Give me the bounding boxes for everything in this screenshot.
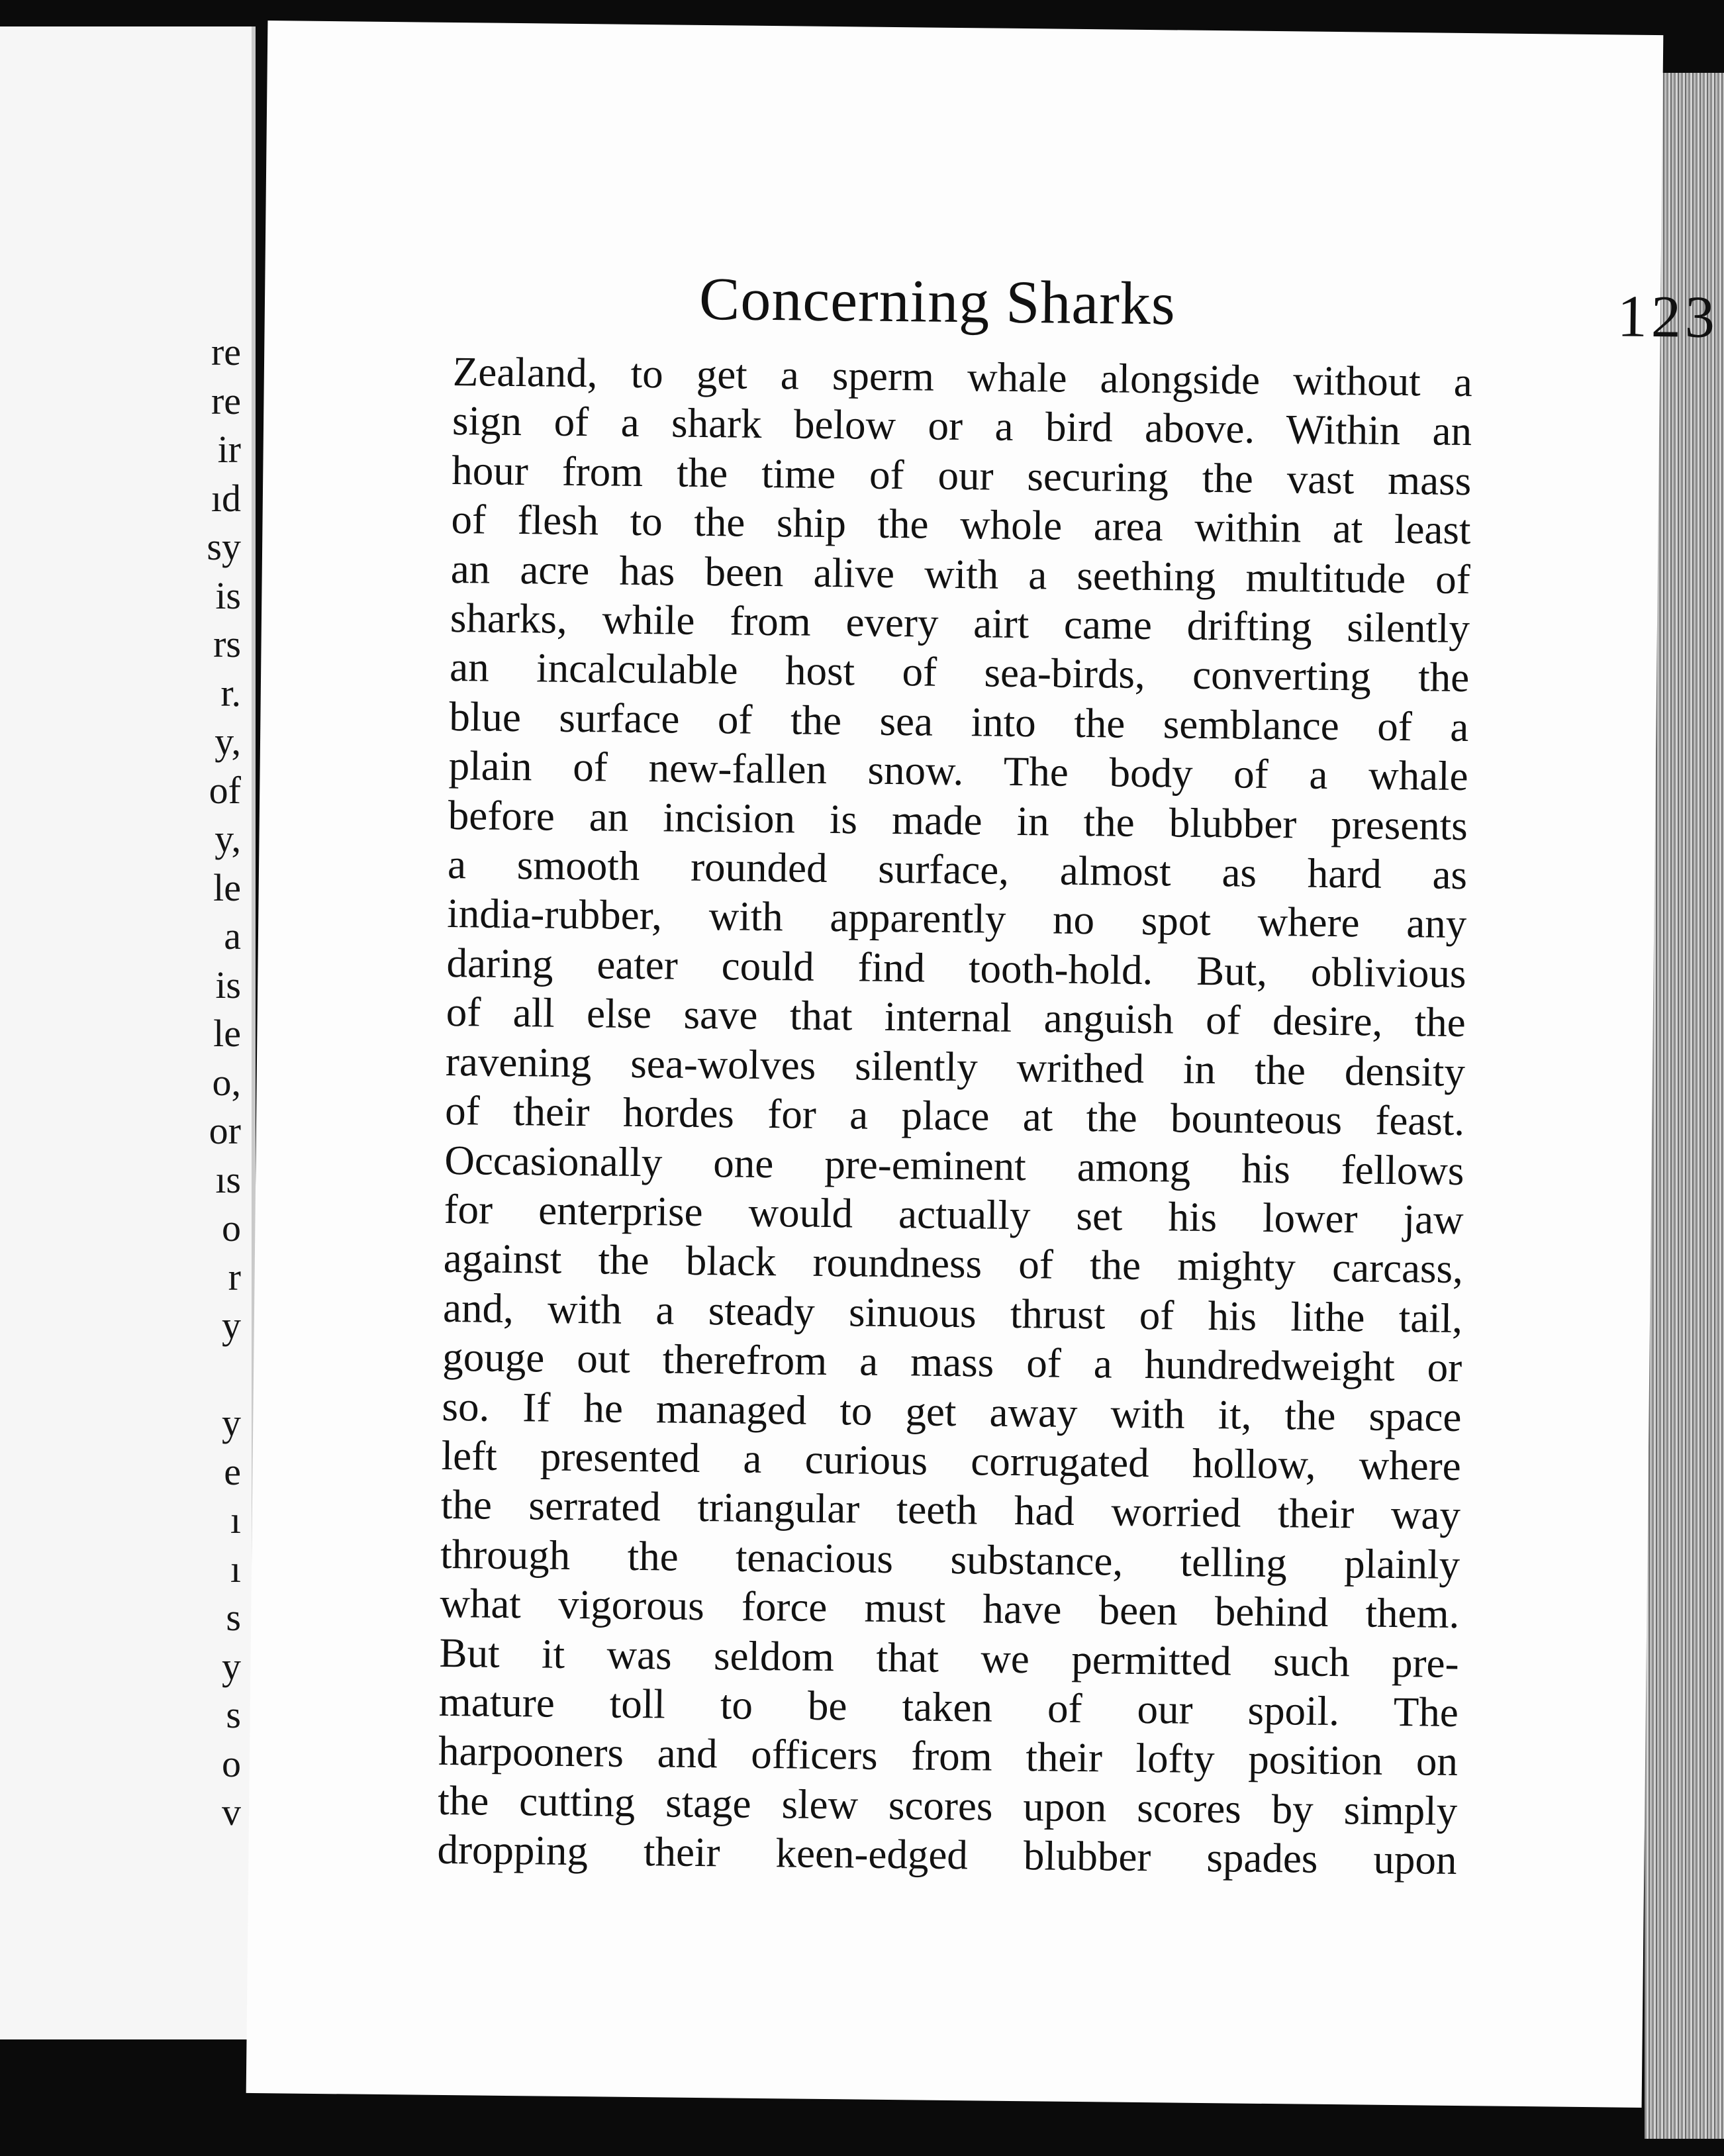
left-line-fragment: ıd xyxy=(211,476,241,520)
left-line-fragment: of xyxy=(209,768,241,812)
left-line-fragment xyxy=(207,1350,241,1399)
left-line-fragment: re xyxy=(211,330,241,373)
left-line-fragment: ı xyxy=(230,1498,241,1542)
page-title: Concerning Sharks xyxy=(698,264,1176,338)
text-line: But it was seldom that we permitted such pre- xyxy=(439,1629,1459,1687)
text-line: for enterprise would actually set his lower jaw xyxy=(444,1185,1464,1243)
left-page-text-fragments xyxy=(207,328,241,1837)
text-line: a smooth rounded surface, almost as hard as xyxy=(447,841,1468,899)
left-line-fragment: or xyxy=(209,1109,241,1152)
left-line-fragment: o xyxy=(222,1741,241,1785)
left-line-fragment: ı xyxy=(230,1547,241,1591)
text-line: mature toll to be taken of our spoil. The xyxy=(438,1678,1459,1736)
left-line-fragment: v xyxy=(222,1790,241,1834)
text-line: and, with a steady sinuous thrust of his lithe tail, xyxy=(442,1284,1463,1342)
book-page xyxy=(246,21,1719,2108)
text-line: an acre has been alive with a seething multitude of xyxy=(450,545,1471,603)
left-line-fragment: y, xyxy=(215,817,241,860)
text-line: of flesh to the ship the whole area within at least xyxy=(451,496,1471,554)
text-line: Zealand, to get a sperm whale alongside without a xyxy=(452,348,1473,406)
text-line: so. If he managed to get away with it, the space xyxy=(442,1383,1462,1440)
text-line: the serrated triangular teeth had worried their way xyxy=(440,1481,1461,1539)
text-line: daring eater could find tooth-hold. But, oblivious xyxy=(446,939,1466,997)
text-line: plain of new-fallen snow. The body of a whale xyxy=(448,742,1468,800)
text-line: blue surface of the sea into the semblance of a xyxy=(449,693,1469,750)
left-line-fragment: y xyxy=(222,1644,241,1688)
left-line-fragment: y, xyxy=(215,720,241,763)
text-line: before an incision is made in the blubber presents xyxy=(448,791,1468,849)
left-line-fragment: ir xyxy=(217,428,241,471)
text-line: hour from the time of our securing the vast mass xyxy=(451,446,1472,504)
left-line-fragment: re xyxy=(211,379,241,422)
text-line: sharks, while from every airt came drifting silently xyxy=(450,595,1470,652)
left-line-fragment: le xyxy=(213,1012,241,1055)
text-line: of all else save that internal anguish of desire, the xyxy=(446,989,1466,1046)
page-number: 123 xyxy=(1617,283,1719,351)
text-line: against the black roundness of the mighty carcass, xyxy=(443,1235,1464,1293)
left-line-fragment: is xyxy=(215,573,241,617)
left-line-fragment: is xyxy=(215,963,241,1006)
left-line-fragment: o xyxy=(222,1206,241,1250)
left-line-fragment: le xyxy=(213,865,241,909)
text-line: ravening sea-wolves silently writhed in the density xyxy=(445,1038,1466,1095)
body-text xyxy=(437,347,1472,1885)
left-line-fragment: e xyxy=(224,1449,241,1493)
left-line-fragment: rs xyxy=(213,622,241,665)
left-line-fragment: a xyxy=(224,914,241,957)
left-line-fragment: s xyxy=(226,1596,241,1639)
left-line-fragment: r xyxy=(228,1255,241,1298)
text-line: harpooners and officers from their lofty position on xyxy=(438,1728,1459,1785)
running-head xyxy=(698,264,1719,354)
left-line-fragment: ıs xyxy=(215,1157,241,1201)
text-line: gouge out therefrom a mass of a hundredweight or xyxy=(442,1334,1462,1391)
left-line-fragment: r. xyxy=(220,671,241,714)
text-line: india-rubber, with apparently no spot where any xyxy=(446,890,1467,948)
text-line: what vigorous force must have been behind them. xyxy=(440,1580,1460,1638)
text-line: the cutting stage slew scores upon scores by simply xyxy=(437,1777,1458,1834)
left-line-fragment: s xyxy=(226,1693,241,1736)
text-line: sign of a shark below or a bird above. Within an xyxy=(452,397,1472,455)
left-line-fragment: y xyxy=(222,1401,241,1444)
text-line: an incalculable host of sea-birds, converting the xyxy=(449,644,1470,701)
text-line: left presented a curious corrugated hollow, where xyxy=(441,1432,1462,1489)
left-line-fragment: sy xyxy=(207,525,241,568)
left-page xyxy=(0,26,256,2039)
left-line-fragment: y xyxy=(222,1304,241,1347)
text-line: dropping their keen-edged blubber spades upon xyxy=(437,1826,1457,1884)
text-line: through the tenacious substance, telling plainly xyxy=(440,1530,1461,1588)
text-line: Occasionally one pre-eminent among his fellows xyxy=(444,1136,1464,1194)
text-line: of their hordes for a place at the bounteous feast. xyxy=(444,1087,1465,1145)
left-line-fragment: o, xyxy=(212,1060,241,1104)
